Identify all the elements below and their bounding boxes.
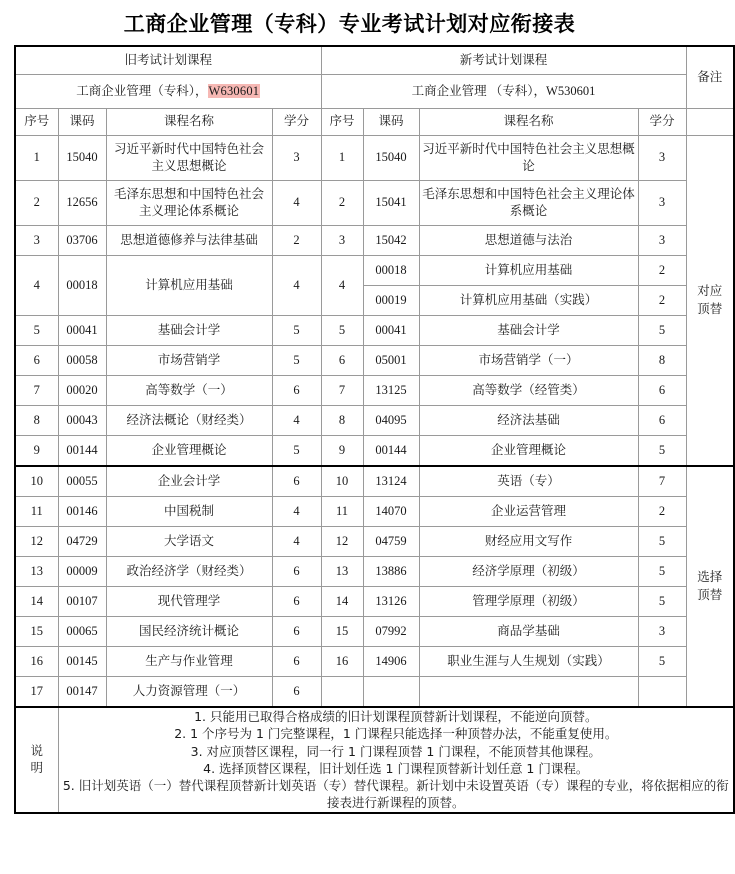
old-name: 企业管理概论	[106, 436, 272, 467]
new-code: 15041	[363, 181, 419, 226]
old-name: 高等数学（一）	[106, 376, 272, 406]
new-credit: 2	[638, 286, 686, 316]
old-code: 00146	[58, 497, 106, 527]
col-new-name: 课程名称	[419, 109, 638, 136]
new-seq	[321, 677, 363, 708]
new-code: 13886	[363, 557, 419, 587]
new-name: 思想道德与法治	[419, 226, 638, 256]
new-name: 企业运营管理	[419, 497, 638, 527]
new-code: 13124	[363, 466, 419, 497]
new-code: 14070	[363, 497, 419, 527]
remark-corresponding	[686, 136, 734, 467]
old-code: 04729	[58, 527, 106, 557]
table-row	[15, 226, 734, 256]
new-seq: 2	[321, 181, 363, 226]
old-seq: 6	[15, 346, 58, 376]
old-name: 市场营销学	[106, 346, 272, 376]
table-row	[15, 406, 734, 436]
new-code	[363, 677, 419, 708]
table-column-header-row	[15, 109, 734, 136]
old-name: 人力资源管理（一）	[106, 677, 272, 708]
old-seq: 12	[15, 527, 58, 557]
new-credit: 3	[638, 181, 686, 226]
old-name: 毛泽东思想和中国特色社会主义理论体系概论	[106, 181, 272, 226]
new-code: 00018	[363, 256, 419, 286]
old-name: 思想道德修养与法律基础	[106, 226, 272, 256]
old-code: 00065	[58, 617, 106, 647]
old-code: 00018	[58, 256, 106, 316]
new-credit: 2	[638, 256, 686, 286]
old-seq: 4	[15, 256, 58, 316]
new-name: 计算机应用基础	[419, 256, 638, 286]
new-name: 基础会计学	[419, 316, 638, 346]
new-seq: 3	[321, 226, 363, 256]
note-item: 5. 旧计划英语（一）替代课程顶替新计划英语（专）替代课程。新计划中未设置英语（专）课程的专业，将依据相应的衔接表进行新课程的顶替。	[62, 778, 729, 811]
old-credit: 4	[272, 497, 321, 527]
new-code: 04759	[363, 527, 419, 557]
new-code: 15040	[363, 136, 419, 181]
new-seq: 5	[321, 316, 363, 346]
old-code: 00043	[58, 406, 106, 436]
table-row	[15, 376, 734, 406]
old-code: 00020	[58, 376, 106, 406]
new-name: 财经应用文写作	[419, 527, 638, 557]
new-seq: 12	[321, 527, 363, 557]
table-row	[15, 587, 734, 617]
new-code: 15042	[363, 226, 419, 256]
note-item: 3. 对应顶替区课程，同一行 1 门课程顶替 1 门课程，不能顶替其他课程。	[190, 743, 601, 759]
table-row	[15, 436, 734, 467]
old-name: 现代管理学	[106, 587, 272, 617]
old-code: 00055	[58, 466, 106, 497]
col-new-code: 课码	[363, 109, 419, 136]
new-code: 00144	[363, 436, 419, 467]
old-credit: 3	[272, 136, 321, 181]
notes-label-line1: 说	[30, 743, 43, 758]
new-credit: 5	[638, 587, 686, 617]
old-code: 03706	[58, 226, 106, 256]
new-seq: 9	[321, 436, 363, 467]
old-credit: 6	[272, 557, 321, 587]
course-mapping-table	[14, 45, 735, 814]
new-seq: 8	[321, 406, 363, 436]
remark-corresponding-line2: 顶替	[697, 301, 723, 316]
new-credit: 5	[638, 527, 686, 557]
table-header-group-row	[15, 46, 734, 75]
new-seq: 13	[321, 557, 363, 587]
old-code: 00041	[58, 316, 106, 346]
notes-row	[15, 707, 734, 813]
new-code: 07992	[363, 617, 419, 647]
new-credit: 8	[638, 346, 686, 376]
old-code: 00058	[58, 346, 106, 376]
old-major-label: 工商企业管理（专科），	[76, 83, 208, 98]
new-seq: 7	[321, 376, 363, 406]
old-name: 国民经济统计概论	[106, 617, 272, 647]
old-credit: 5	[272, 346, 321, 376]
old-credit: 4	[272, 527, 321, 557]
old-code: 00147	[58, 677, 106, 708]
new-name: 英语（专）	[419, 466, 638, 497]
old-credit: 4	[272, 256, 321, 316]
new-name: 商品学基础	[419, 617, 638, 647]
old-seq: 8	[15, 406, 58, 436]
notes-label	[15, 707, 58, 813]
table-row	[15, 316, 734, 346]
old-credit: 4	[272, 406, 321, 436]
old-credit: 6	[272, 677, 321, 708]
new-seq: 11	[321, 497, 363, 527]
new-seq: 16	[321, 647, 363, 677]
remark-selective-line2: 顶替	[697, 587, 723, 602]
remark-selective	[686, 466, 734, 707]
table-row	[15, 617, 734, 647]
new-name: 高等数学（经管类）	[419, 376, 638, 406]
new-code: 13125	[363, 376, 419, 406]
old-seq: 16	[15, 647, 58, 677]
old-credit: 6	[272, 587, 321, 617]
old-code: 00009	[58, 557, 106, 587]
new-name: 毛泽东思想和中国特色社会主义理论体系概论	[419, 181, 638, 226]
old-seq: 15	[15, 617, 58, 647]
old-name: 企业会计学	[106, 466, 272, 497]
note-item: 1. 只能用已取得合格成绩的旧计划课程顶替新计划课程，不能逆向顶替。	[194, 709, 598, 724]
new-seq: 1	[321, 136, 363, 181]
old-seq: 9	[15, 436, 58, 467]
new-seq: 14	[321, 587, 363, 617]
old-major-cell	[15, 75, 321, 109]
table-row	[15, 466, 734, 497]
old-credit: 5	[272, 436, 321, 467]
header-remark: 备注	[686, 46, 734, 109]
new-credit: 3	[638, 136, 686, 181]
old-code: 15040	[58, 136, 106, 181]
table-row	[15, 346, 734, 376]
note-item: 4. 选择顶替区课程，旧计划任选 1 门课程顶替新计划任意 1 门课程。	[203, 760, 589, 776]
new-name: 管理学原理（初级）	[419, 587, 638, 617]
old-code: 00144	[58, 436, 106, 467]
new-code: 00019	[363, 286, 419, 316]
header-new-plan: 新考试计划课程	[321, 46, 686, 75]
table-header-major-row	[15, 75, 734, 109]
col-old-seq: 序号	[15, 109, 58, 136]
new-credit: 3	[638, 226, 686, 256]
old-seq: 11	[15, 497, 58, 527]
old-name: 中国税制	[106, 497, 272, 527]
col-old-code: 课码	[58, 109, 106, 136]
col-new-seq: 序号	[321, 109, 363, 136]
old-credit: 4	[272, 181, 321, 226]
col-old-credit: 学分	[272, 109, 321, 136]
table-row	[15, 557, 734, 587]
note-item: 2. 1 个序号为 1 门完整课程，1 门课程只能选择一种顶替办法，不能重复使用。	[174, 726, 618, 742]
old-name: 政治经济学（财经类）	[106, 557, 272, 587]
old-seq: 10	[15, 466, 58, 497]
old-major-code: W630601	[208, 83, 260, 98]
old-credit: 6	[272, 647, 321, 677]
new-credit: 5	[638, 436, 686, 467]
new-seq: 6	[321, 346, 363, 376]
table-row	[15, 256, 734, 286]
new-credit: 7	[638, 466, 686, 497]
page-title: 工商企业管理（专科）专业考试计划对应衔接表	[123, 12, 576, 36]
old-name: 基础会计学	[106, 316, 272, 346]
new-name: 习近平新时代中国特色社会主义思想概论	[419, 136, 638, 181]
old-code: 00107	[58, 587, 106, 617]
old-name: 大学语文	[106, 527, 272, 557]
old-credit: 6	[272, 617, 321, 647]
new-code: 05001	[363, 346, 419, 376]
notes-body	[58, 707, 734, 813]
new-credit: 2	[638, 497, 686, 527]
new-code: 14906	[363, 647, 419, 677]
new-name: 企业管理概论	[419, 436, 638, 467]
old-credit: 2	[272, 226, 321, 256]
new-name: 市场营销学（一）	[419, 346, 638, 376]
new-name	[419, 677, 638, 708]
remark-selective-line1: 选择	[697, 570, 723, 585]
old-name: 生产与作业管理	[106, 647, 272, 677]
old-seq: 5	[15, 316, 58, 346]
table-row	[15, 647, 734, 677]
new-credit	[638, 677, 686, 708]
new-credit: 6	[638, 376, 686, 406]
old-seq: 2	[15, 181, 58, 226]
new-major-cell: 工商企业管理 （专科），W530601	[321, 75, 686, 109]
remark-corresponding-line1: 对应	[697, 284, 723, 299]
new-name: 计算机应用基础（实践）	[419, 286, 638, 316]
new-name: 职业生涯与人生规划（实践）	[419, 647, 638, 677]
old-credit: 6	[272, 376, 321, 406]
col-new-credit: 学分	[638, 109, 686, 136]
table-row	[15, 497, 734, 527]
old-code: 12656	[58, 181, 106, 226]
new-credit: 5	[638, 316, 686, 346]
new-name: 经济法基础	[419, 406, 638, 436]
old-name: 计算机应用基础	[106, 256, 272, 316]
old-seq: 13	[15, 557, 58, 587]
old-credit: 5	[272, 316, 321, 346]
old-name: 经济法概论（财经类）	[106, 406, 272, 436]
table-row	[15, 677, 734, 708]
old-name: 习近平新时代中国特色社会主义思想概论	[106, 136, 272, 181]
old-seq: 17	[15, 677, 58, 708]
new-code: 00041	[363, 316, 419, 346]
table-row	[15, 527, 734, 557]
new-credit: 5	[638, 647, 686, 677]
new-name: 经济学原理（初级）	[419, 557, 638, 587]
new-seq: 15	[321, 617, 363, 647]
new-credit: 3	[638, 617, 686, 647]
old-seq: 14	[15, 587, 58, 617]
notes-label-line2: 明	[30, 760, 43, 775]
old-credit: 6	[272, 466, 321, 497]
table-row	[15, 181, 734, 226]
table-row	[15, 136, 734, 181]
header-old-plan: 旧考试计划课程	[15, 46, 321, 75]
new-seq: 4	[321, 256, 363, 316]
old-code: 00145	[58, 647, 106, 677]
old-seq: 1	[15, 136, 58, 181]
new-credit: 5	[638, 557, 686, 587]
new-credit: 6	[638, 406, 686, 436]
old-seq: 7	[15, 376, 58, 406]
new-seq: 10	[321, 466, 363, 497]
col-old-name: 课程名称	[106, 109, 272, 136]
new-code: 04095	[363, 406, 419, 436]
new-code: 13126	[363, 587, 419, 617]
old-seq: 3	[15, 226, 58, 256]
col-remark-spacer	[686, 109, 734, 136]
